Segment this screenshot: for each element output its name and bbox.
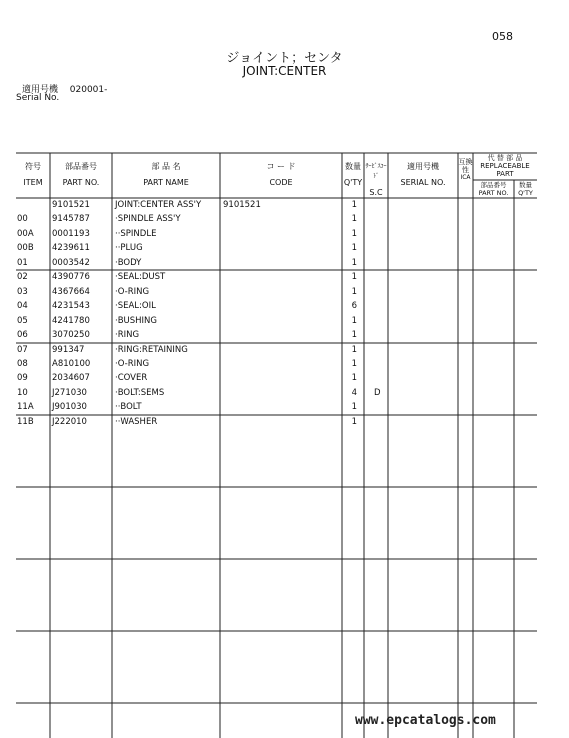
header-ica-jp: 互換性 <box>458 158 473 174</box>
header-part-no <box>50 162 112 188</box>
cell-name: JOINT:CENTER ASS'Y <box>115 200 202 210</box>
header-serial-en: SERIAL NO. <box>400 178 446 187</box>
cell-item: 06 <box>17 330 28 340</box>
cell-part: J271030 <box>52 387 87 398</box>
cell-part: 4241780 <box>52 315 90 326</box>
cell-item: 09 <box>17 373 28 384</box>
cell-part: 0003542 <box>52 257 90 268</box>
cell-qty: 1 <box>351 200 357 210</box>
page-number: 058 <box>492 30 513 43</box>
cell-qty: 1 <box>351 257 357 268</box>
header-code <box>220 162 342 188</box>
cell-item: 07 <box>17 344 28 355</box>
cell-name: ··SPINDLE <box>115 228 157 239</box>
header-replaceable-part <box>473 154 537 178</box>
cell-code: 9101521 <box>223 200 261 210</box>
header-part-name <box>112 162 220 188</box>
cell-part: 4239611 <box>52 243 90 254</box>
header-name-jp: 部 品 名 <box>151 162 181 171</box>
serial-label-jp: 適用号機 <box>22 85 59 95</box>
header-serial-no <box>388 162 458 188</box>
cell-part: 4231543 <box>52 301 90 312</box>
cell-qty: 1 <box>351 272 357 283</box>
header-serial-jp: 適用号機 <box>407 162 439 171</box>
header-repl-qty <box>514 181 537 197</box>
header-part-jp: 部品番号 <box>65 162 97 171</box>
header-repl-part-jp: 部品番号 <box>480 181 507 189</box>
header-repl-en1: REPLACEABLE <box>480 162 530 170</box>
serial-label-english: Serial No. <box>16 93 60 103</box>
header-item <box>16 162 50 188</box>
cell-item: 03 <box>17 286 28 297</box>
cell-qty: 1 <box>351 214 357 225</box>
cell-part: A810100 <box>52 358 91 369</box>
cell-name: ·COVER <box>115 373 148 384</box>
cell-name: ·SEAL:OIL <box>115 301 156 312</box>
cell-item: 11A <box>17 402 34 413</box>
cell-item: 10 <box>17 387 28 398</box>
cell-qty: 1 <box>351 315 357 326</box>
cell-part: 9101521 <box>52 200 90 210</box>
cell-name: ··WASHER <box>115 416 158 427</box>
cell-qty: 1 <box>351 344 357 355</box>
header-qty-en: Q'TY <box>343 178 363 187</box>
cell-name: ·SEAL:DUST <box>115 272 166 283</box>
cell-qty: 1 <box>351 402 357 413</box>
cell-name: ··PLUG <box>115 243 143 254</box>
cell-qty: 1 <box>351 416 357 427</box>
cell-name: ·BUSHING <box>115 315 157 326</box>
header-item-en: ITEM <box>23 178 43 187</box>
header-ica-en: ICA <box>460 174 471 181</box>
cell-name: ·RING:RETAINING <box>115 344 188 355</box>
header-ica <box>458 158 473 182</box>
header-code-jp: コ ー ド <box>266 162 296 171</box>
header-repl-qty-jp: 数量 <box>519 181 532 189</box>
header-sc-jp: ｻｰﾋﾞｽｺｰﾄﾞ <box>365 163 387 180</box>
cell-item: 00A <box>17 228 34 239</box>
cell-qty: 1 <box>351 286 357 297</box>
cell-name: ·SPINDLE ASS'Y <box>115 214 181 225</box>
header-code-en: CODE <box>269 178 293 187</box>
header-item-jp: 符号 <box>25 162 41 171</box>
cell-item: 08 <box>17 358 28 369</box>
serial-value: 020001- <box>69 85 108 95</box>
header-part-en: PART NO. <box>62 178 100 187</box>
title-english: JOINT:CENTER <box>242 64 327 78</box>
header-repl-part-no <box>473 181 514 197</box>
header-service-code <box>364 162 388 198</box>
header-qty-jp: 数量 <box>345 162 361 171</box>
cell-item: 00B <box>17 243 34 254</box>
cell-item: 02 <box>17 272 28 283</box>
cell-part: J222010 <box>52 416 87 427</box>
cell-part: 4390776 <box>52 272 90 283</box>
cell-part: 2034607 <box>52 373 90 384</box>
cell-part: 3070250 <box>52 330 90 340</box>
cell-qty: 4 <box>351 387 357 398</box>
cell-qty: 1 <box>351 373 357 384</box>
header-repl-jp: 代 替 部 品 <box>487 154 523 162</box>
cell-sc: D <box>374 387 381 398</box>
title-japanese: ジョイント；センタ <box>226 51 343 66</box>
cell-qty: 1 <box>351 358 357 369</box>
cell-qty: 1 <box>351 330 357 340</box>
cell-item: 00 <box>17 214 28 225</box>
cell-item: 01 <box>17 257 28 268</box>
header-repl-qty-en: Q'TY <box>518 189 533 197</box>
cell-qty: 1 <box>351 243 357 254</box>
cell-part: 4367664 <box>52 286 90 297</box>
cell-name: ·BODY <box>115 257 142 268</box>
header-sc-en: S.C <box>369 188 383 197</box>
watermark: www.epcatalogs.com <box>355 713 496 728</box>
cell-name: ·BOLT:SEMS <box>115 387 165 398</box>
cell-name: ·RING <box>115 330 140 340</box>
cell-part: 991347 <box>52 344 85 355</box>
cell-part: J901030 <box>52 402 87 413</box>
cell-item: 04 <box>17 301 28 312</box>
cell-qty: 1 <box>351 228 357 239</box>
cell-part: 9145787 <box>52 214 90 225</box>
header-qty <box>342 162 364 188</box>
cell-qty: 6 <box>351 301 357 312</box>
cell-name: ·O-RING <box>115 286 150 297</box>
cell-name: ·O-RING <box>115 358 150 369</box>
cell-item: 05 <box>17 315 28 326</box>
cell-name: ··BOLT <box>115 402 142 413</box>
cell-item: 11B <box>17 416 34 427</box>
header-name-en: PART NAME <box>143 178 189 187</box>
cell-part: 0001193 <box>52 228 90 239</box>
header-repl-part-en: PART NO. <box>478 189 509 197</box>
header-repl-en2: PART <box>496 170 514 178</box>
